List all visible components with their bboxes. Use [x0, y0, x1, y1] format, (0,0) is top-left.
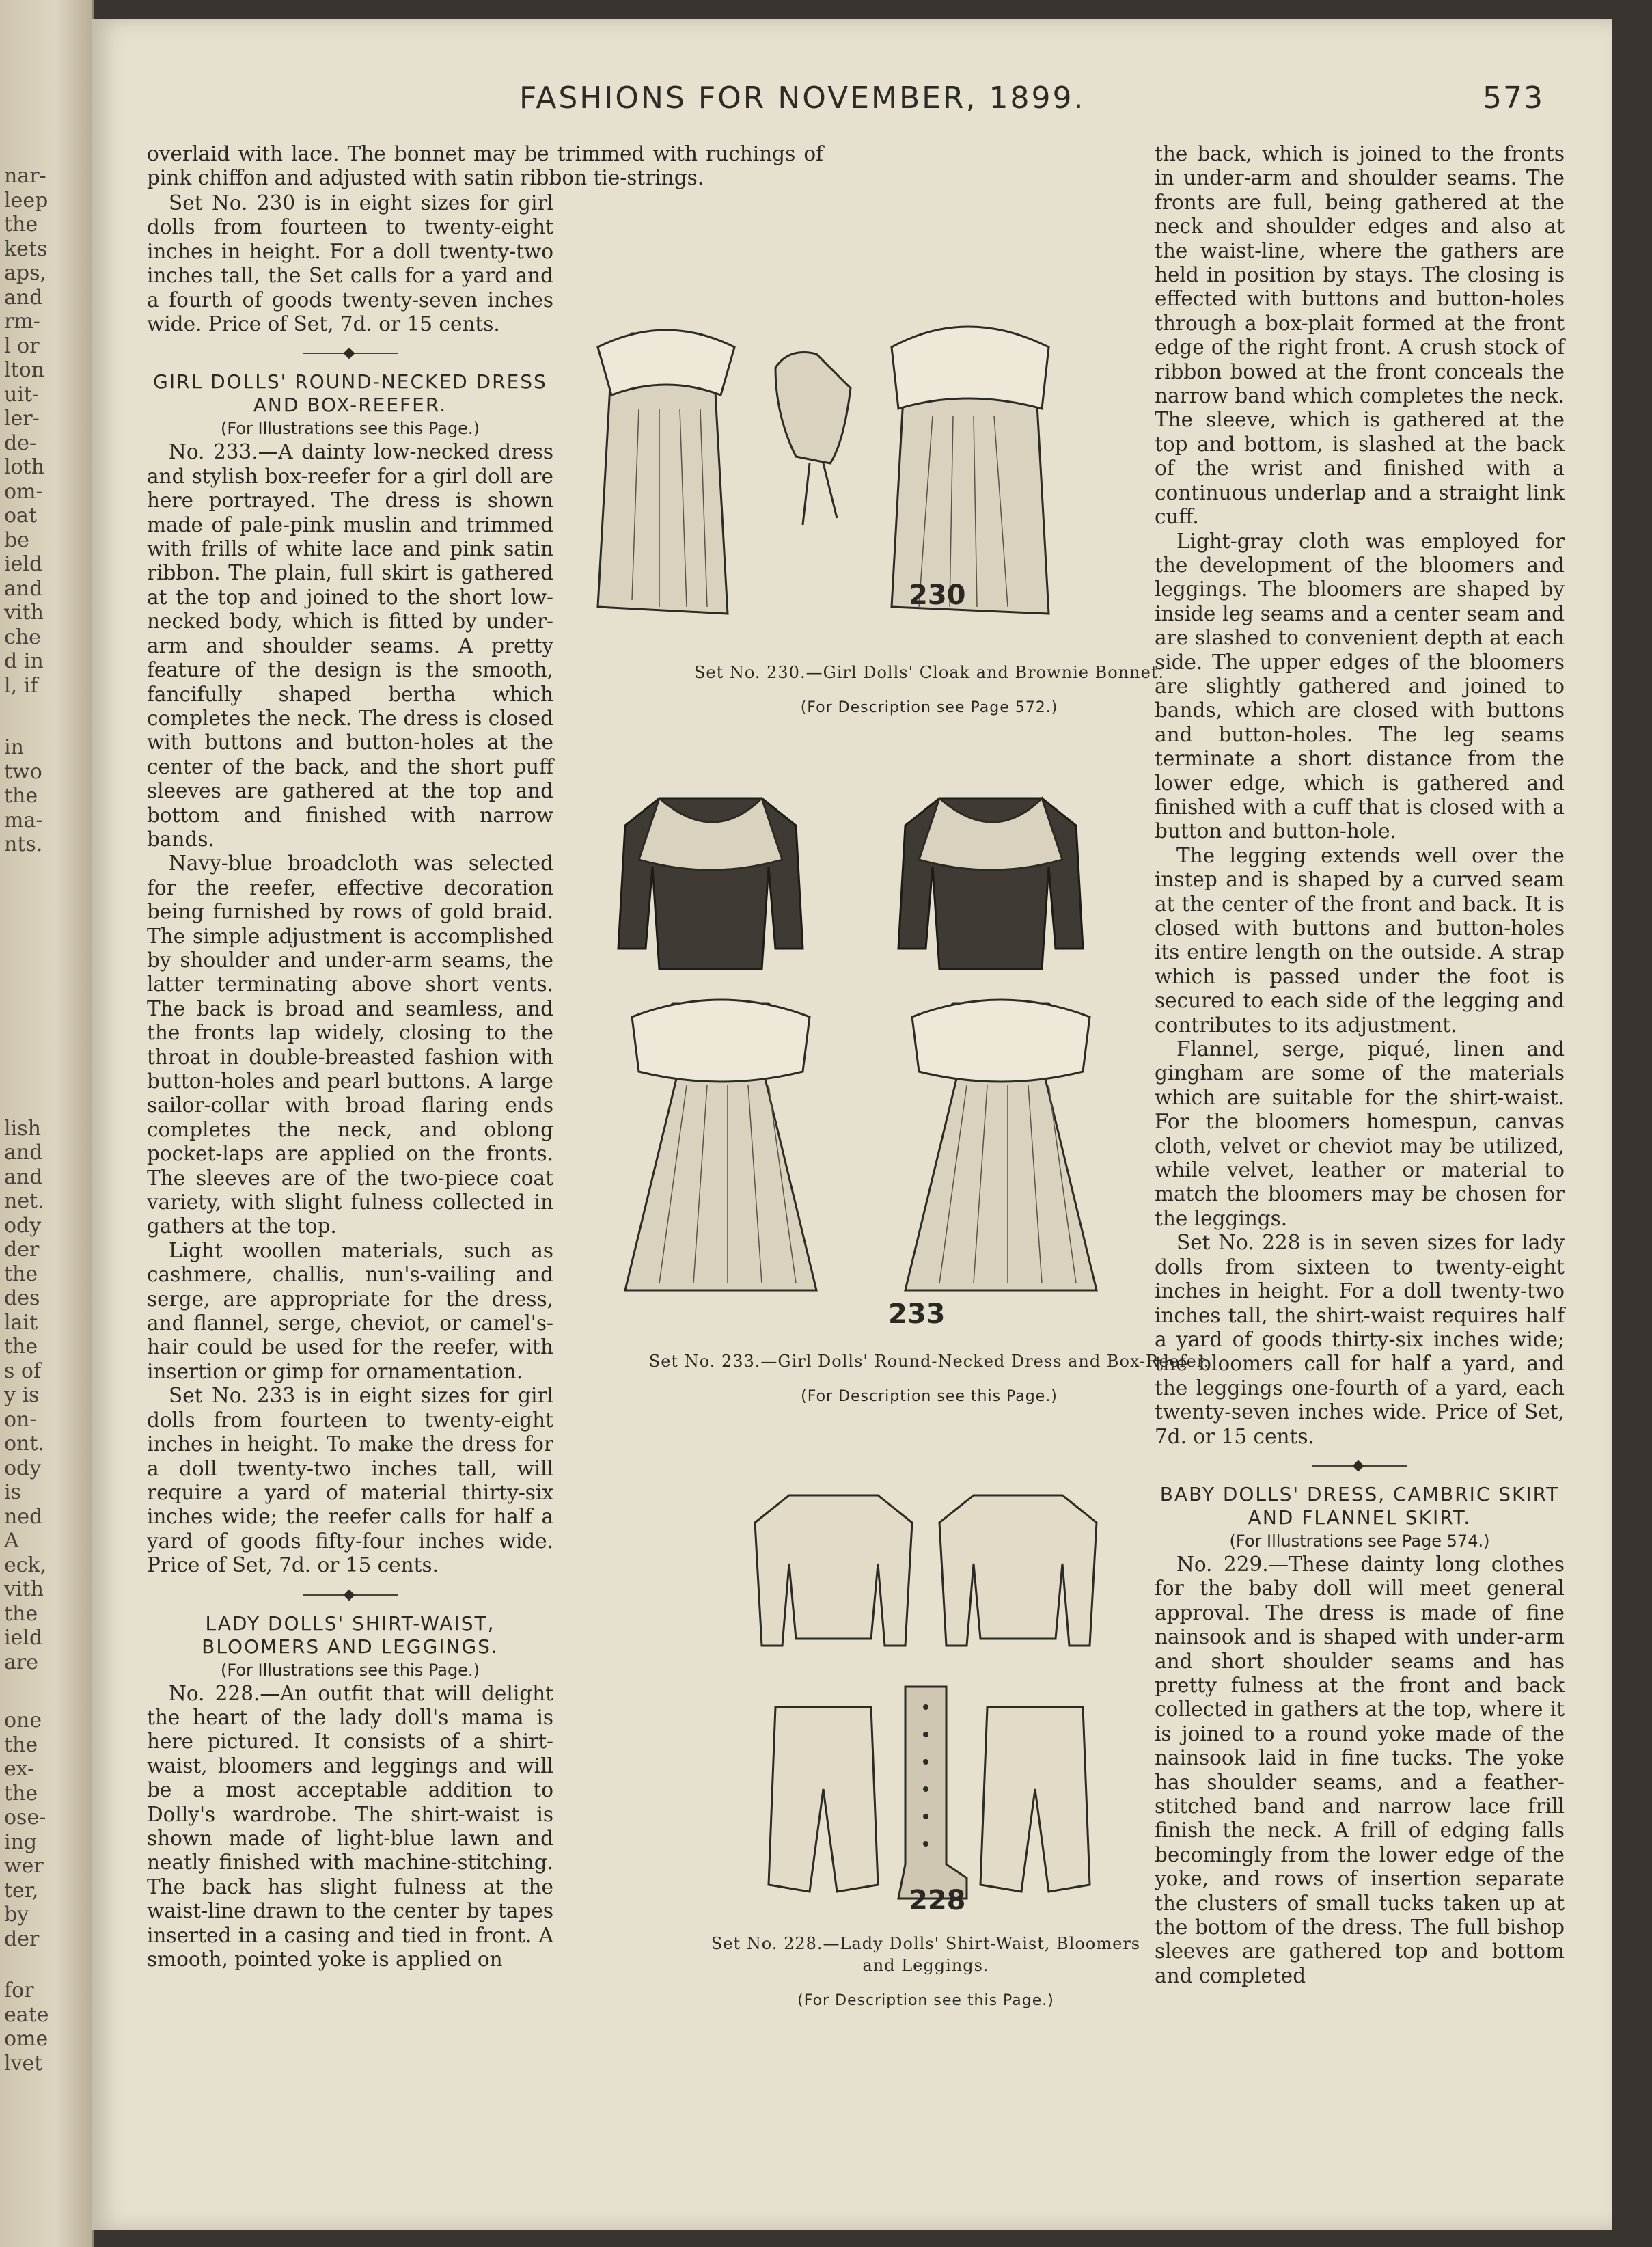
illustration-230-cloak-and-bonnet: [570, 306, 1131, 634]
illustration-note: (For Illustrations see this Page.): [221, 1660, 480, 1680]
gutter-text-fragment: the: [4, 1335, 38, 1359]
bloomers-front-drawing: [769, 1707, 878, 1892]
left-page-gutter: [0, 0, 94, 2247]
caption-title: Set No. 230.—Girl Dolls' Cloak and Brownie Bonnet.: [693, 663, 1165, 682]
section-divider: [1155, 1449, 1565, 1483]
gutter-text-fragment: vith: [4, 1577, 44, 1601]
gutter-text-fragment: A: [4, 1529, 19, 1553]
paragraph: overlaid with lace. The bonnet may be trimmed with ruchings of pink chiffon and adjusted with satin ribbon tie-strings.: [147, 142, 823, 190]
gutter-text-fragment: and: [4, 576, 43, 601]
caption-reference: (For Description see this Page.): [797, 1992, 1054, 2009]
gutter-text-fragment: ont.: [4, 1432, 44, 1456]
gutter-text-fragment: ose-: [4, 1806, 46, 1829]
gutter-text-fragment: the: [4, 213, 38, 236]
caption-title: Set No. 233.—Girl Dolls' Round-Necked Dress and Box-Reefer.: [648, 1352, 1210, 1371]
gutter-text-fragment: oat: [4, 504, 38, 528]
bloomers-back-drawing: [980, 1707, 1090, 1892]
gutter-text-fragment: be: [4, 528, 29, 552]
section-heading: GIRL DOLLS' ROUND-NECKED DRESS AND BOX-REEFER.: [153, 370, 547, 417]
gutter-text-fragment: lait: [4, 1310, 38, 1335]
gutter-text-fragment: ing: [4, 1829, 38, 1854]
gutter-text-fragment: l or: [4, 333, 40, 358]
column-left-top: [147, 142, 823, 191]
gutter-text-fragment: on-: [4, 1407, 37, 1432]
running-header: [92, 81, 1612, 122]
illustration-note: (For Illustrations see this Page.): [221, 419, 480, 439]
gutter-text-fragment: two: [4, 759, 42, 784]
gutter-text-fragment: nar-: [4, 164, 46, 188]
figure-caption-228: [700, 1933, 1151, 2012]
paragraph: The legging extends well over the instep and is shaped by a curved seam at the center of the front and back. It is closed with buttons and button-holes its entire length on the outside. A strap which is passed under the foot is secured to each side of the legging and contributes to its adjustment.: [1155, 843, 1565, 1037]
gutter-text-fragment: and: [4, 1141, 43, 1165]
gutter-text-fragment: ex-: [4, 1757, 35, 1781]
gutter-text-fragment: eate: [4, 2002, 49, 2027]
gutter-text-fragment: aps,: [4, 261, 47, 285]
column-right: [1155, 142, 1565, 1988]
gutter-text-fragment: ler-: [4, 407, 40, 431]
gutter-text-fragment: the: [4, 1601, 38, 1626]
gutter-text-fragment: and: [4, 1165, 43, 1189]
paragraph: the back, which is joined to the fronts in under-arm and shoulder seams. The fronts are full, being gathered at the neck and shoulder edges and also at the waist-line, where the gathers are held in position by stays. The closing is effected with buttons and button-holes through a box-plait formed at the front edge of the right front. A crush stock of ribbon bowed at the front conceals the narrow band which completes the neck. The sleeve, which is gathered at the top and bottom, is slashed at the back of the wrist and finished with a continuous underlap and a straight link cuff.: [1155, 142, 1565, 529]
gutter-text-fragment: der: [4, 1926, 40, 1951]
gutter-text-fragment: che: [4, 625, 41, 649]
gutter-text-fragment: ter,: [4, 1878, 39, 1903]
figure-number-230: 230: [909, 580, 966, 611]
gutter-text-fragment: wer: [4, 1854, 44, 1878]
gutter-text-fragment: ody: [4, 1213, 42, 1238]
figure-number-233: 233: [888, 1298, 946, 1330]
paragraph: Navy-blue broadcloth was selected for the reefer, effective decoration being furnished by rows of gold braid. The simple adjustment is accomplished by shoulder and under-arm seams, the latter terminating above short vents. The back is broad and seamless, and the fronts lap widely, closing to the throat in double-breasted fashion with button-holes and pearl buttons. A large sailor-collar with broad flaring ends completes the neck, and oblong pocket-laps are applied on the fronts. The sleeves are of the two-piece coat variety, with slight fulness collected in gathers at the top.: [147, 852, 553, 1238]
paragraph: No. 229.—These dainty long clothes for the baby doll will meet general approval. The dress is made of fine nainsook and is shaped with under-arm and short shoulder seams and has pretty fulness at the front and back collected in gathers at the top, where it is joined to a round yoke made of the nainsook laid in fine tucks. The yoke has shoulder seams, and a feather-stitched band and narrow lace frill finish the neck. A frill of edging falls becomingly from the lower edge of the yoke, and rows of insertion separate the clusters of small tucks taken up at the bottom of the dress. The full bishop sleeves are gathered top and bottom and completed: [1155, 1552, 1565, 1987]
caption-reference: (For Description see Page 572.): [800, 699, 1058, 716]
gutter-text-fragment: lish: [4, 1116, 41, 1141]
gutter-text-fragment: rm-: [4, 310, 40, 333]
caption-title: Set No. 228.—Lady Dolls' Shirt-Waist, Bloomers and Leggings.: [711, 1934, 1141, 1975]
gutter-text-fragment: uit-: [4, 382, 40, 407]
gutter-text-fragment: kets: [4, 236, 48, 261]
shirt-waist-front-drawing: [755, 1495, 912, 1646]
illustration-note: (For Illustrations see Page 574.): [1229, 1531, 1490, 1551]
page: [92, 19, 1612, 2230]
legging-drawing: [898, 1687, 967, 1898]
gutter-text-fragment: om-: [4, 479, 43, 504]
gutter-text-fragment: the: [4, 1732, 38, 1757]
section-divider: [147, 1578, 553, 1612]
gutter-text-fragment: the: [4, 1781, 38, 1806]
gutter-text-fragment: ned: [4, 1504, 43, 1529]
caption-reference: (For Description see this Page.): [801, 1388, 1058, 1405]
paragraph: Light-gray cloth was employed for the development of the bloomers and leggings. The bloomers are shaped by inside leg seams and a center seam and are slashed to convenient depth at each side. The upper edges of the bloomers are slightly gathered and joined to bands, which are closed with buttons and button-holes. The leg seams terminate a short distance from the lower edge, which is gathered and finished with a cuff that is closed with a button and button-hole.: [1155, 529, 1565, 843]
gutter-text-fragment: the: [4, 1262, 38, 1286]
paragraph: Flannel, serge, piqué, linen and gingham are some of the materials which are suitable for the shirt-waist. For the bloomers homespun, canvas cloth, velvet or cheviot may be utilized, while velvet, leather or material to match the bloomers may be chosen for the leggings.: [1155, 1037, 1565, 1230]
gutter-text-fragment: are: [4, 1650, 38, 1674]
paragraph: No. 233.—A dainty low-necked dress and stylish box-reefer for a girl doll are here portrayed. The dress is shown made of pale-pink muslin and trimmed with frills of white lace and pink satin ribbon. The plain, full skirt is gathered at the top and joined to the short low-necked body, which is fitted by under-arm and shoulder seams. A pretty feature of the design is the smooth, fancifully shaped bertha which completes the neck. The dress is closed with buttons and button-holes at the center of the back, and the short puff sleeves are gathered at the top and bottom and finished with narrow bands.: [147, 440, 553, 851]
section-divider: [147, 336, 553, 370]
illustration-233-dress-and-reefer: [584, 785, 1144, 1311]
page-number: 573: [1483, 81, 1544, 115]
gutter-text-fragment: ield: [4, 552, 43, 576]
gutter-text-fragment: lvet: [4, 2051, 43, 2075]
gutter-text-fragment: one: [4, 1708, 42, 1732]
gutter-text-fragment: ield: [4, 1626, 43, 1650]
gutter-text-fragment: d in: [4, 649, 44, 673]
gutter-text-fragment: l, if: [4, 673, 38, 698]
gutter-text-fragment: and: [4, 285, 43, 310]
paragraph: Set No. 230 is in eight sizes for girl dolls from fourteen to twenty-eight inches in height. For a doll twenty-two inches tall, the Set calls for a yard and a fourth of goods twenty-seven inches wide. Price of Set, 7d. or 15 cents.: [147, 191, 553, 336]
shirt-waist-back-drawing: [939, 1495, 1097, 1646]
gutter-text-fragment: in: [4, 735, 24, 759]
gutter-text-fragment: loth: [4, 455, 45, 479]
page-title: FASHIONS FOR NOVEMBER, 1899.: [519, 81, 1086, 115]
figure-caption-233: [632, 1350, 1226, 1408]
gutter-text-fragment: for: [4, 1978, 34, 2002]
section-heading: LADY DOLLS' SHIRT-WAIST, BLOOMERS AND LEGGINGS.: [202, 1611, 499, 1658]
paragraph: Light woollen materials, such as cashmere, challis, nun's-vailing and serge, are appropriate for the dress, and flannel, serge, cheviot, or camel's-hair could be used for the reefer, with insertion or gimp for ornamentation.: [147, 1238, 553, 1383]
paragraph: No. 228.—An outfit that will delight the heart of the lady doll's mama is here pictured. It consists of a shirt-waist, bloomers and leggings and will be a most acceptable addition to Dolly's wardrobe. The shirt-waist is shown made of light-blue lawn and neatly finished with machine-stitching. The back has slight fulness at the waist-line drawn to the center by tapes inserted in a casing and tied in front. A smooth, pointed yoke is applied on: [147, 1681, 553, 1971]
gutter-text-fragment: des: [4, 1286, 40, 1310]
gutter-text-fragment: net.: [4, 1189, 44, 1213]
paragraph: Set No. 233 is in eight sizes for girl dolls from fourteen to twenty-eight inches in height. To make the dress for a doll twenty-two inches tall, will require a yard of material thirty-six inches wide; the reefer calls for half a yard of goods fifty-four inches wide. Price of Set, 7d. or 15 cents.: [147, 1384, 553, 1577]
gutter-text-fragment: nts.: [4, 832, 43, 856]
gutter-text-fragment: leep: [4, 188, 49, 213]
gutter-text-fragment: ody: [4, 1456, 42, 1480]
illustration-228-shirt-waist-bloomers-leggings: [748, 1482, 1117, 1919]
gutter-text-fragment: s of: [4, 1359, 42, 1383]
gutter-text-fragment: de-: [4, 431, 37, 455]
section-heading: BABY DOLLS' DRESS, CAMBRIC SKIRT AND FLANNEL SKIRT.: [1159, 1482, 1560, 1529]
column-left: [147, 191, 553, 1972]
figure-number-228: 228: [909, 1885, 966, 1916]
gutter-text-fragment: by: [4, 1903, 29, 1926]
gutter-text-fragment: the: [4, 784, 38, 808]
gutter-text-fragment: eck,: [4, 1553, 47, 1577]
paragraph: Set No. 228 is in seven sizes for lady dolls from sixteen to twenty-eight inches in height. For a doll twenty-two inches tall, the shirt-waist requires half a yard of goods thirty-six inches wide; the bloomers call for half a yard, and the leggings one-fourth of a yard, each twenty-seven inches wide. Price of Set, 7d. or 15 cents.: [1155, 1231, 1565, 1448]
gutter-text-fragment: is: [4, 1480, 21, 1504]
gutter-text-fragment: y is: [4, 1383, 40, 1407]
gutter-text-fragment: der: [4, 1238, 40, 1262]
gutter-text-fragment: vith: [4, 601, 44, 625]
gutter-text-fragment: ma-: [4, 808, 43, 832]
gutter-text-fragment: ome: [4, 2027, 49, 2051]
figure-caption-230: [632, 662, 1226, 719]
bonnet-drawing: [775, 353, 851, 464]
gutter-text-fragment: lton: [4, 358, 45, 382]
